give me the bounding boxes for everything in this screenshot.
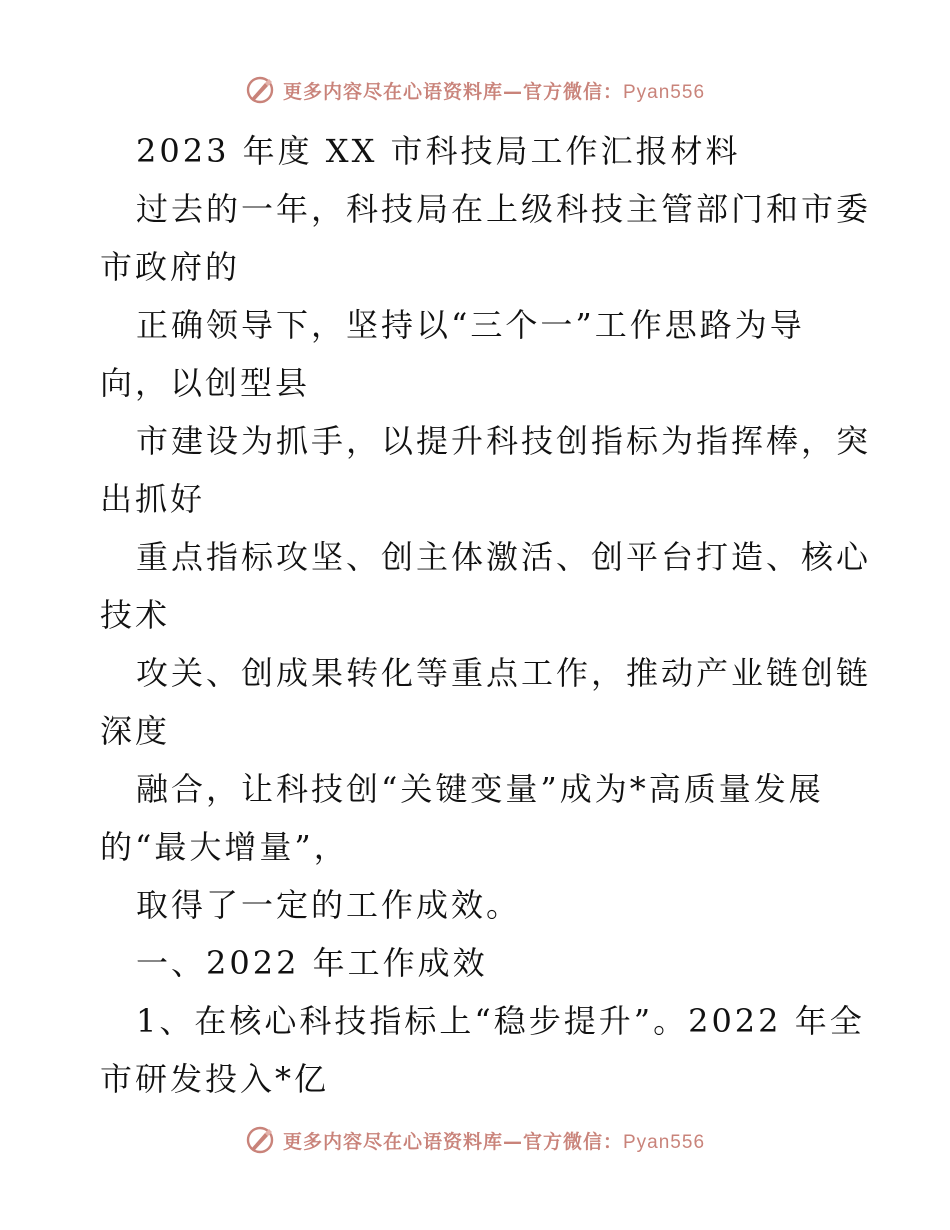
text-line: 市建设为抓手，以提升科技创指标为指挥棒，突 <box>136 422 872 460</box>
document-body <box>100 122 872 1108</box>
pen-logo-icon <box>245 1125 275 1155</box>
text-line: 出抓好 <box>100 480 206 518</box>
text-line: 技术 <box>100 596 171 634</box>
text-line: 取得了一定的工作成效。 <box>136 886 522 924</box>
text-line: 过去的一年，科技局在上级科技主管部门和市委 <box>136 190 872 228</box>
text-line: 1、在核心科技指标上“稳步提升”。2022 年全 <box>136 1002 865 1040</box>
text-line: 2023 年度 XX 市科技局工作汇报材料 <box>136 132 741 170</box>
text-line: 市研发投入*亿 <box>100 1060 330 1098</box>
text-line: 融合，让科技创“关键变量”成为*高质量发展 <box>136 770 824 808</box>
text-line: 市政府的 <box>100 248 241 286</box>
watermark-text: 更多内容尽在心语资料库—官方微信：Pyan556 <box>282 80 706 103</box>
text-line: 重点指标攻坚、创主体激活、创平台打造、核心 <box>136 538 872 576</box>
header-watermark <box>0 70 950 110</box>
text-line: 正确领导下，坚持以“三个一”工作思路为导 <box>136 306 805 344</box>
pen-logo-icon <box>245 75 275 105</box>
text-line: 攻关、创成果转化等重点工作，推动产业链创链 <box>136 654 872 692</box>
footer-watermark <box>0 1120 950 1160</box>
text-line: 的“最大增量”， <box>100 828 349 866</box>
text-line: 向，以创型县 <box>100 364 311 402</box>
text-line: 深度 <box>100 712 171 750</box>
watermark-text: 更多内容尽在心语资料库—官方微信：Pyan556 <box>282 1130 706 1153</box>
text-line: 一、2022 年工作成效 <box>136 944 488 982</box>
